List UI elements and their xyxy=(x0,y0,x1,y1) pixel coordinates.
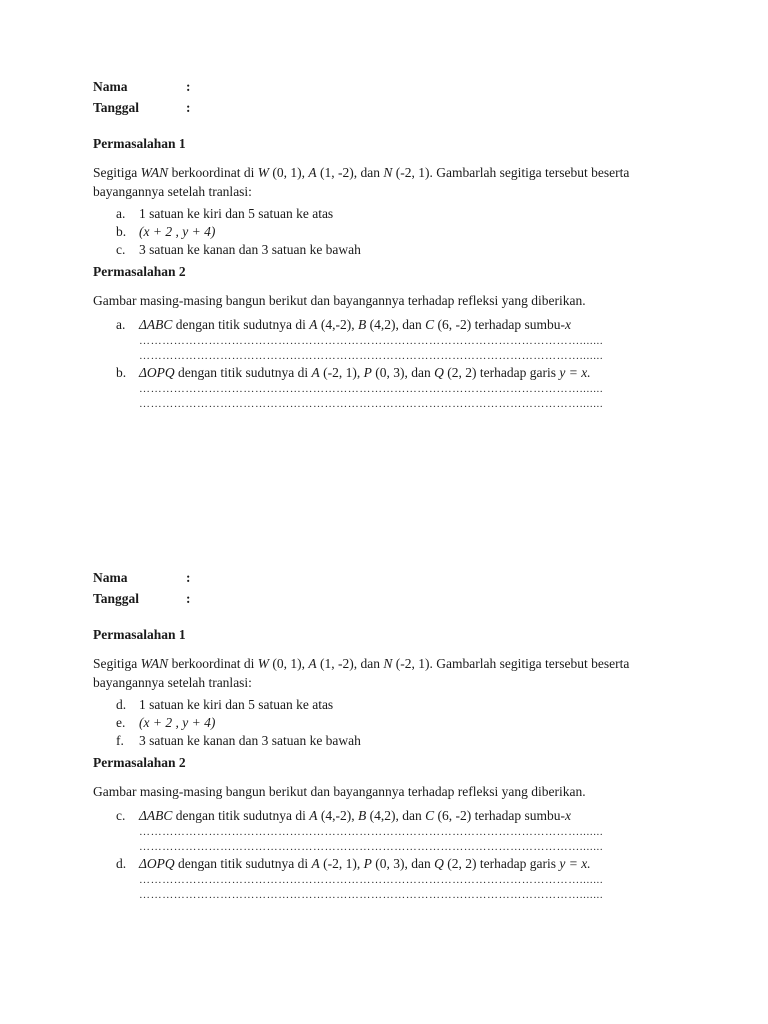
date-row xyxy=(93,97,673,118)
problem-1-list xyxy=(93,205,673,259)
worksheet-1 xyxy=(93,76,673,412)
answer-line[interactable]: ……………………………………………………………………………………………………....... xyxy=(139,826,604,838)
problem-2-text: Gambar masing-masing bangun berikut dan bayangannya terhadap refleksi yang diberikan. xyxy=(93,293,586,308)
answer-line[interactable]: ……………………………………………………………………………………………………....... xyxy=(139,889,604,901)
answer-line[interactable]: ……………………………………………………………………………………………………....... xyxy=(139,398,604,410)
date-label: Tanggal xyxy=(93,591,140,606)
answer-line[interactable]: ……………………………………………………………………………………………………....... xyxy=(139,874,604,886)
answer-line[interactable]: ……………………………………………………………………………………………………....... xyxy=(139,335,604,347)
problem-2-heading: Permasalahan 2 xyxy=(93,264,186,279)
list-item: f. 3 satuan ke kanan dan 3 satuan ke bawah xyxy=(116,733,361,748)
date-colon: : xyxy=(186,591,191,606)
problem-1-text: Segitiga WAN berkoordinat di W (0, 1), A (1, -2), dan N (-2, 1). Gambarlah segitiga tersebut beserta bayangannya setelah tranlasi: xyxy=(93,656,630,690)
problem-1-heading: Permasalahan 1 xyxy=(93,627,186,642)
worksheet-2 xyxy=(93,567,673,903)
translation-vector: (x + 2 , y + 4) xyxy=(139,715,216,730)
name-label: Nama xyxy=(93,79,128,94)
date-label: Tanggal xyxy=(93,100,140,115)
name-label: Nama xyxy=(93,570,128,585)
date-colon: : xyxy=(186,100,191,115)
translation-vector: (x + 2 , y + 4) xyxy=(139,224,216,239)
problem-1-heading: Permasalahan 1 xyxy=(93,136,186,151)
name-colon: : xyxy=(186,570,191,585)
date-row xyxy=(93,588,673,609)
problem-2-text: Gambar masing-masing bangun berikut dan bayangannya terhadap refleksi yang diberikan. xyxy=(93,784,586,799)
answer-line[interactable]: ……………………………………………………………………………………………………....... xyxy=(139,350,604,362)
list-item: c. 3 satuan ke kanan dan 3 satuan ke bawah xyxy=(116,242,361,257)
list-item: b. ΔOPQ dengan titik sudutnya di A (-2, 1), P (0, 3), dan Q (2, 2) terhadap garis y = x. ……………………………………………………………………………………………………....... ……………………………………………………………………………………………………....... xyxy=(93,364,673,412)
list-item: e. (x + 2 , y + 4) xyxy=(116,715,216,730)
answer-line[interactable]: ……………………………………………………………………………………………………....... xyxy=(139,383,604,395)
name-row xyxy=(93,567,673,588)
problem-1-list xyxy=(93,696,673,750)
problem-2-list xyxy=(93,807,673,903)
list-item: a. ΔABC dengan titik sudutnya di A (4,-2), B (4,2), dan C (6, -2) terhadap sumbu-x ……………………………………………………………………………………………………....... ……………………………………………………………………………………………………....... xyxy=(93,316,673,364)
list-item: c. ΔABC dengan titik sudutnya di A (4,-2), B (4,2), dan C (6, -2) terhadap sumbu-x ……………………………………………………………………………………………………....... ……………………………………………………………………………………………………....... xyxy=(93,807,673,855)
problem-2-heading: Permasalahan 2 xyxy=(93,755,186,770)
list-item: a. 1 satuan ke kiri dan 5 satuan ke atas xyxy=(116,206,334,221)
problem-2-list xyxy=(93,316,673,412)
answer-line[interactable]: ……………………………………………………………………………………………………....... xyxy=(139,841,604,853)
list-item: d. ΔOPQ dengan titik sudutnya di A (-2, 1), P (0, 3), dan Q (2, 2) terhadap garis y = x. ……………………………………………………………………………………………………....... ……………………………………………………………………………………………………....... xyxy=(93,855,673,903)
list-item: b. (x + 2 , y + 4) xyxy=(116,224,216,239)
problem-1-text: Segitiga WAN berkoordinat di W (0, 1), A (1, -2), dan N (-2, 1). Gambarlah segitiga tersebut beserta bayangannya setelah tranlasi: xyxy=(93,165,630,199)
name-colon: : xyxy=(186,79,191,94)
name-row xyxy=(93,76,673,97)
list-item: d. 1 satuan ke kiri dan 5 satuan ke atas xyxy=(116,697,334,712)
